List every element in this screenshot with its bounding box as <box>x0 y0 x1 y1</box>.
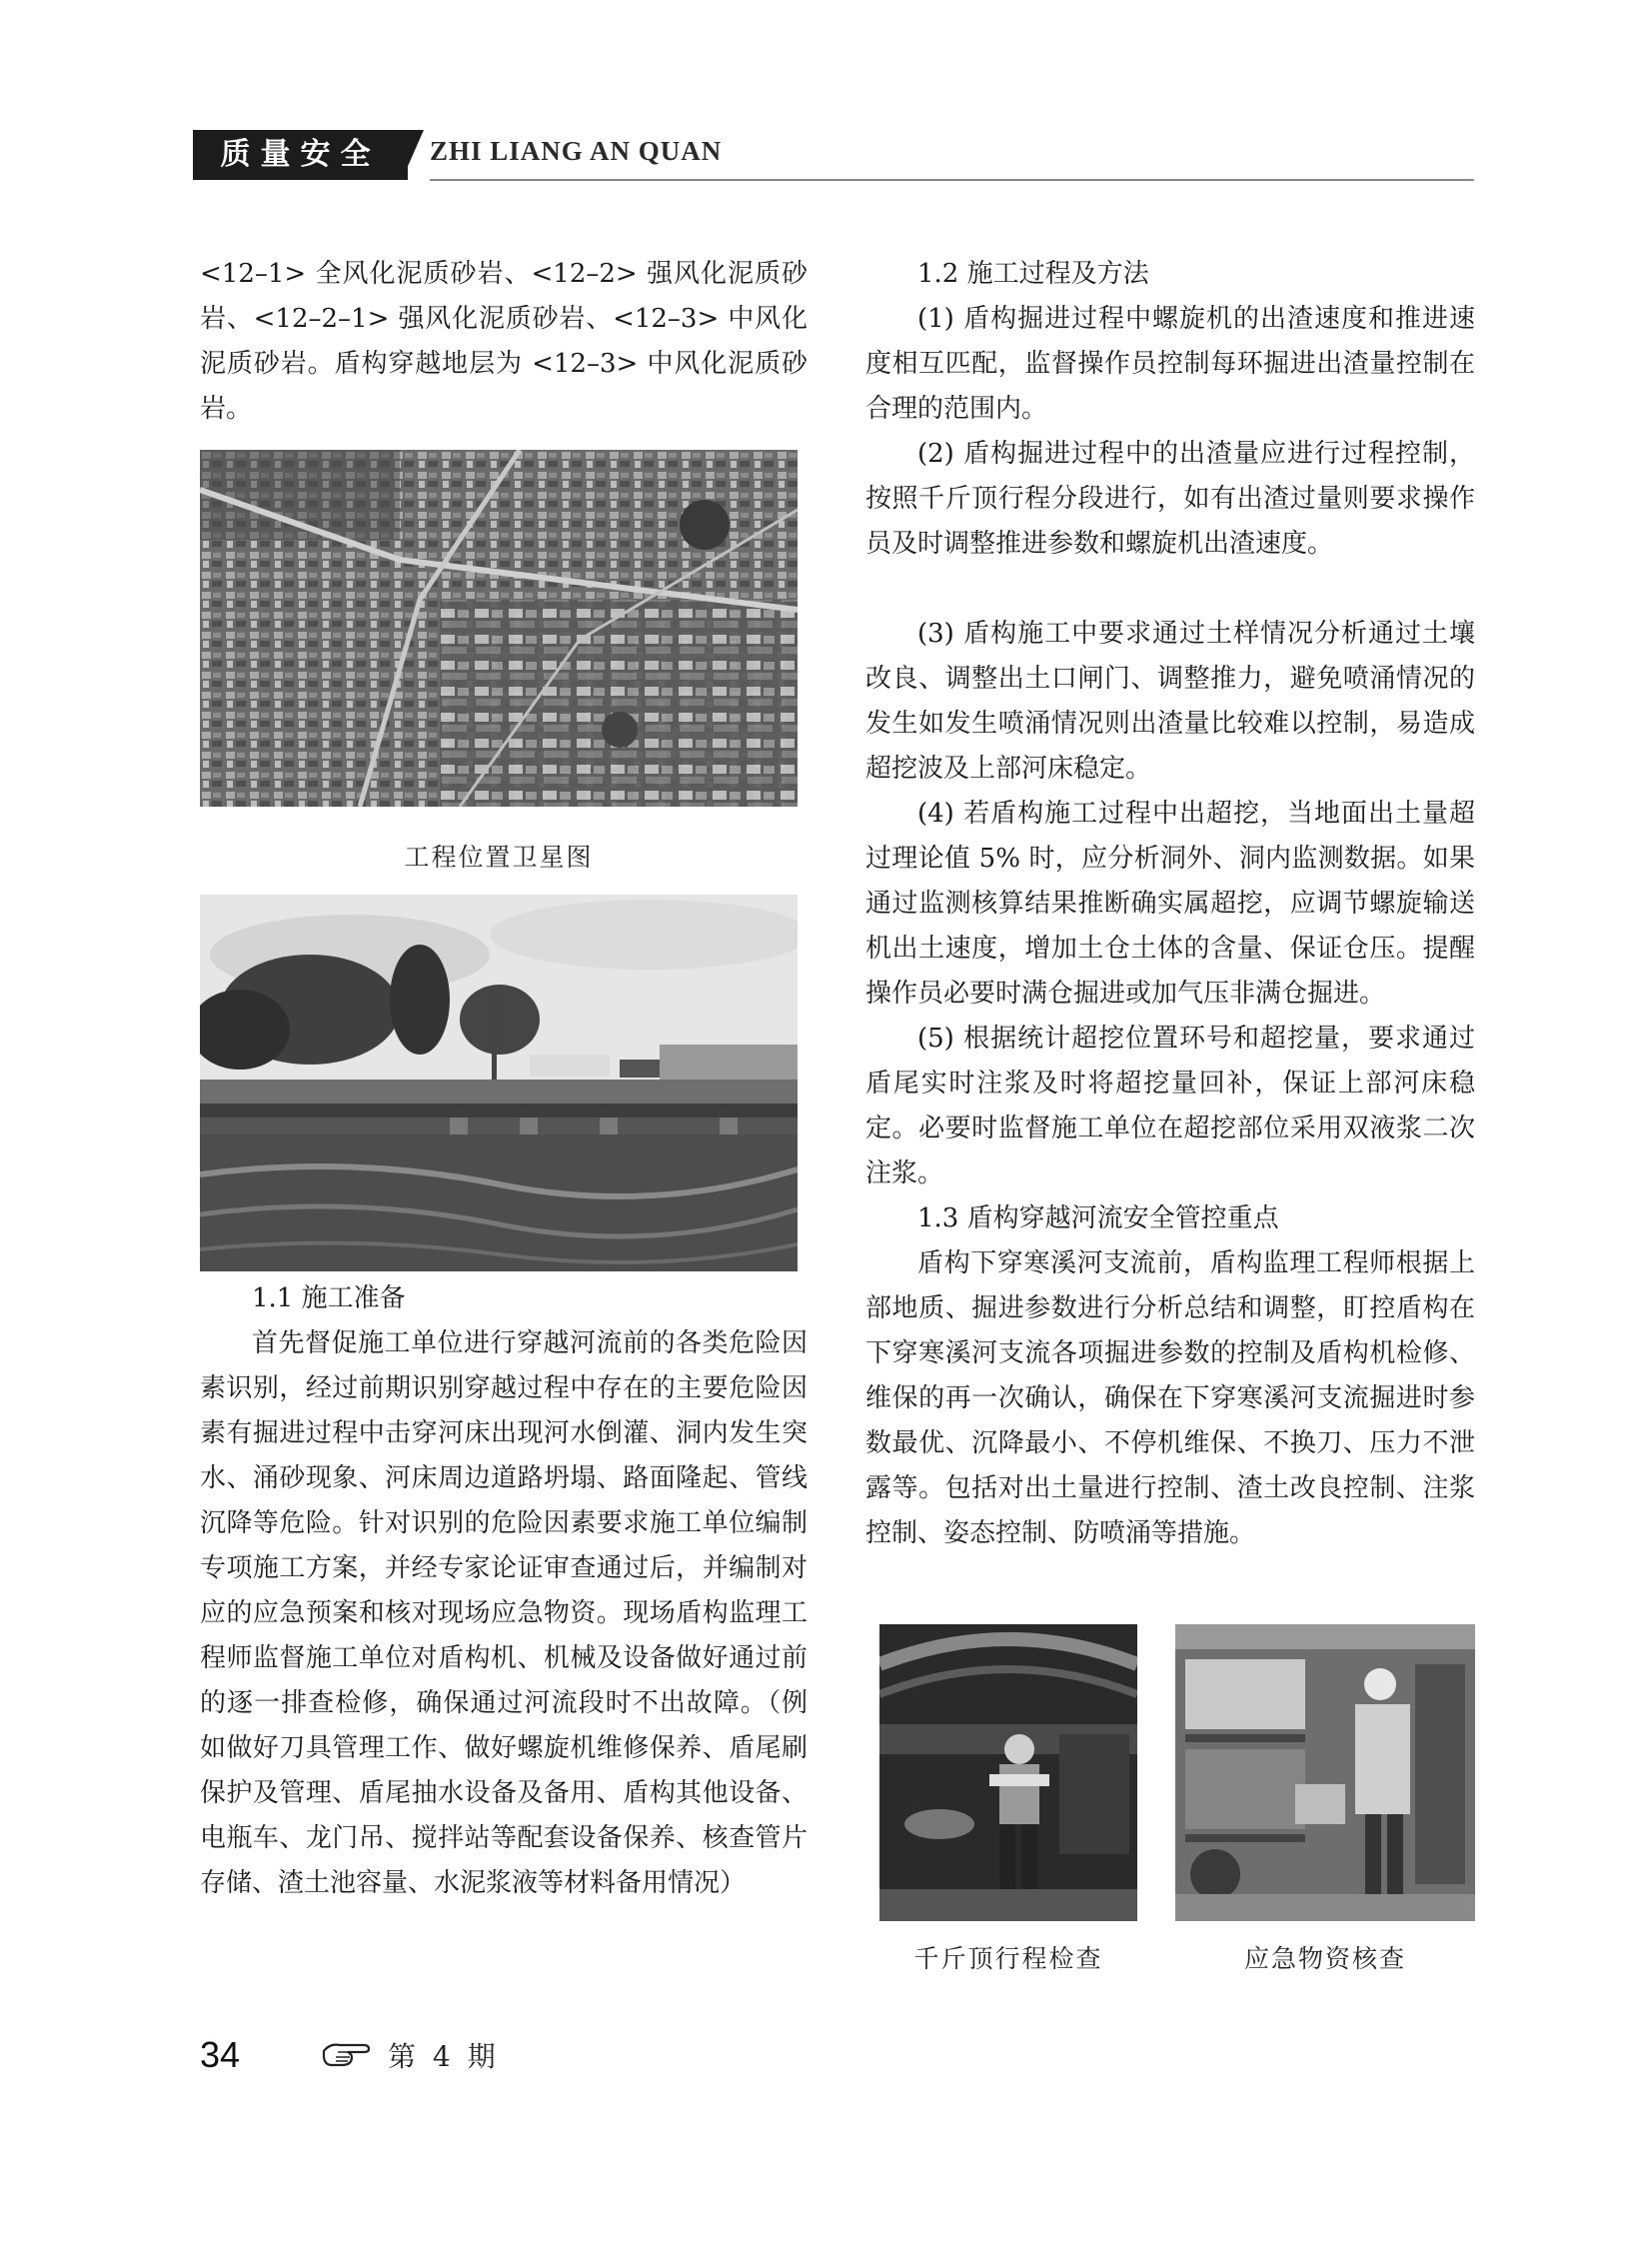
pointing-hand-icon <box>322 2039 372 2073</box>
jack-inspection-caption: 千斤顶行程检查 <box>913 1944 1103 1973</box>
section-1-1-body: 首先督促施工单位进行穿越河流前的各类危险因素识别，经过前期识别穿越过程中存在的主要危险因素有掘进过程中击穿河床出现河水倒灌、洞内发生突水、涌砂现象、河床周边道路坍塌、路面隆起、管线沉降等危险。针对识别的危险因素要求施工单位编制专项施工方案，并经专家论证审查通过后，并编制对应的应急预案和核对现场应急物资。现场盾构监理工程师监督施工单位对盾构机、机械及设备做好通过前的逐一排查检修，确保通过河流段时不出故障。（例如做好刀具管理工作、做好螺旋机维修保养、盾尾刷保护及管理、盾尾抽水设备及备用、盾构其他设备、电瓶车、龙门吊、搅拌站等配套设备保养、核查管片存储、渣土池容量、水泥浆液等材料备用情况） <box>200 1328 808 1898</box>
item-4: (4) 若盾构施工过程中出超挖，当地面出土量超过理论值 5% 时，应分析洞外、洞内监测数据。如果通过监测核算结果推断确实属超挖，应调节螺旋输送机出土速度，增加土仓土体的含量、保证仓压。提醒操作员必要时满仓掘进或加气压非满仓掘进。 <box>865 799 1475 1009</box>
issue-label: 第 4 期 <box>388 2040 500 2073</box>
section-tag-notch <box>402 130 424 180</box>
section-1-3-title: 1.3 盾构穿越河流安全管控重点 <box>917 1203 1279 1233</box>
satellite-caption: 工程位置卫星图 <box>404 843 594 872</box>
item-2: (2) 盾构掘进过程中的出渣量应进行过程控制，按照千斤顶行程分段进行，如有出渣过量则要求操作员及时调整推进参数和螺旋机出渣速度。 <box>865 439 1475 559</box>
item-5: (5) 根据统计超挖位置环号和超挖量，要求通过盾尾实时注浆及时将超挖量回补，保证上部河床稳定。必要时监督施工单位在超挖部位采用双液浆二次注浆。 <box>865 1024 1475 1188</box>
header-rule <box>430 179 1474 181</box>
satellite-photo <box>200 450 798 807</box>
river-bridge-photo <box>200 895 798 1271</box>
section-tag: 质量安全 <box>193 130 408 180</box>
section-1-1-title: 1.1 施工准备 <box>252 1283 406 1313</box>
item-1: (1) 盾构掘进过程中螺旋机的出渣速度和推进速度相互匹配，监督操作员控制每环掘进出渣量控制在合理的范围内。 <box>865 304 1475 424</box>
section-1-2-title: 1.2 施工过程及方法 <box>917 259 1149 289</box>
intro-paragraph: <12–1> 全风化泥质砂岩、<12–2> 强风化泥质砂岩、<12–2–1> 强风化泥质砂岩、<12–3> 中风化泥质砂岩。盾构穿越地层为 <12–3> 中风化泥质砂岩。 <box>200 259 808 424</box>
item-3: (3) 盾构施工中要求通过土样情况分析通过土壤改良、调整出土口闸门、调整推力，避免喷涌情况的发生如发生喷涌情况则出渣量比较难以控制，易造成超挖波及上部河床稳定。 <box>865 619 1475 784</box>
page-number: 34 <box>200 2034 241 2075</box>
section-1-3-body: 盾构下穿寒溪河支流前，盾构监理工程师根据上部地质、掘进参数进行分析总结和调整，盯控盾构在下穿寒溪河支流各项掘进参数的控制及盾构机检修、维保的再一次确认，确保在下穿寒溪河支流掘进时参数最优、沉降最小、不停机维保、不换刀、压力不泄露等。包括对出土量进行控制、渣土改良控制、注浆控制、姿态控制、防喷涌等措施。 <box>865 1248 1475 1548</box>
jack-inspection-photo <box>879 1624 1137 1921</box>
emergency-supplies-photo <box>1175 1624 1475 1921</box>
section-pinyin: ZHI LIANG AN QUAN <box>430 136 723 166</box>
emergency-supplies-caption: 应急物资核查 <box>1243 1944 1406 1973</box>
